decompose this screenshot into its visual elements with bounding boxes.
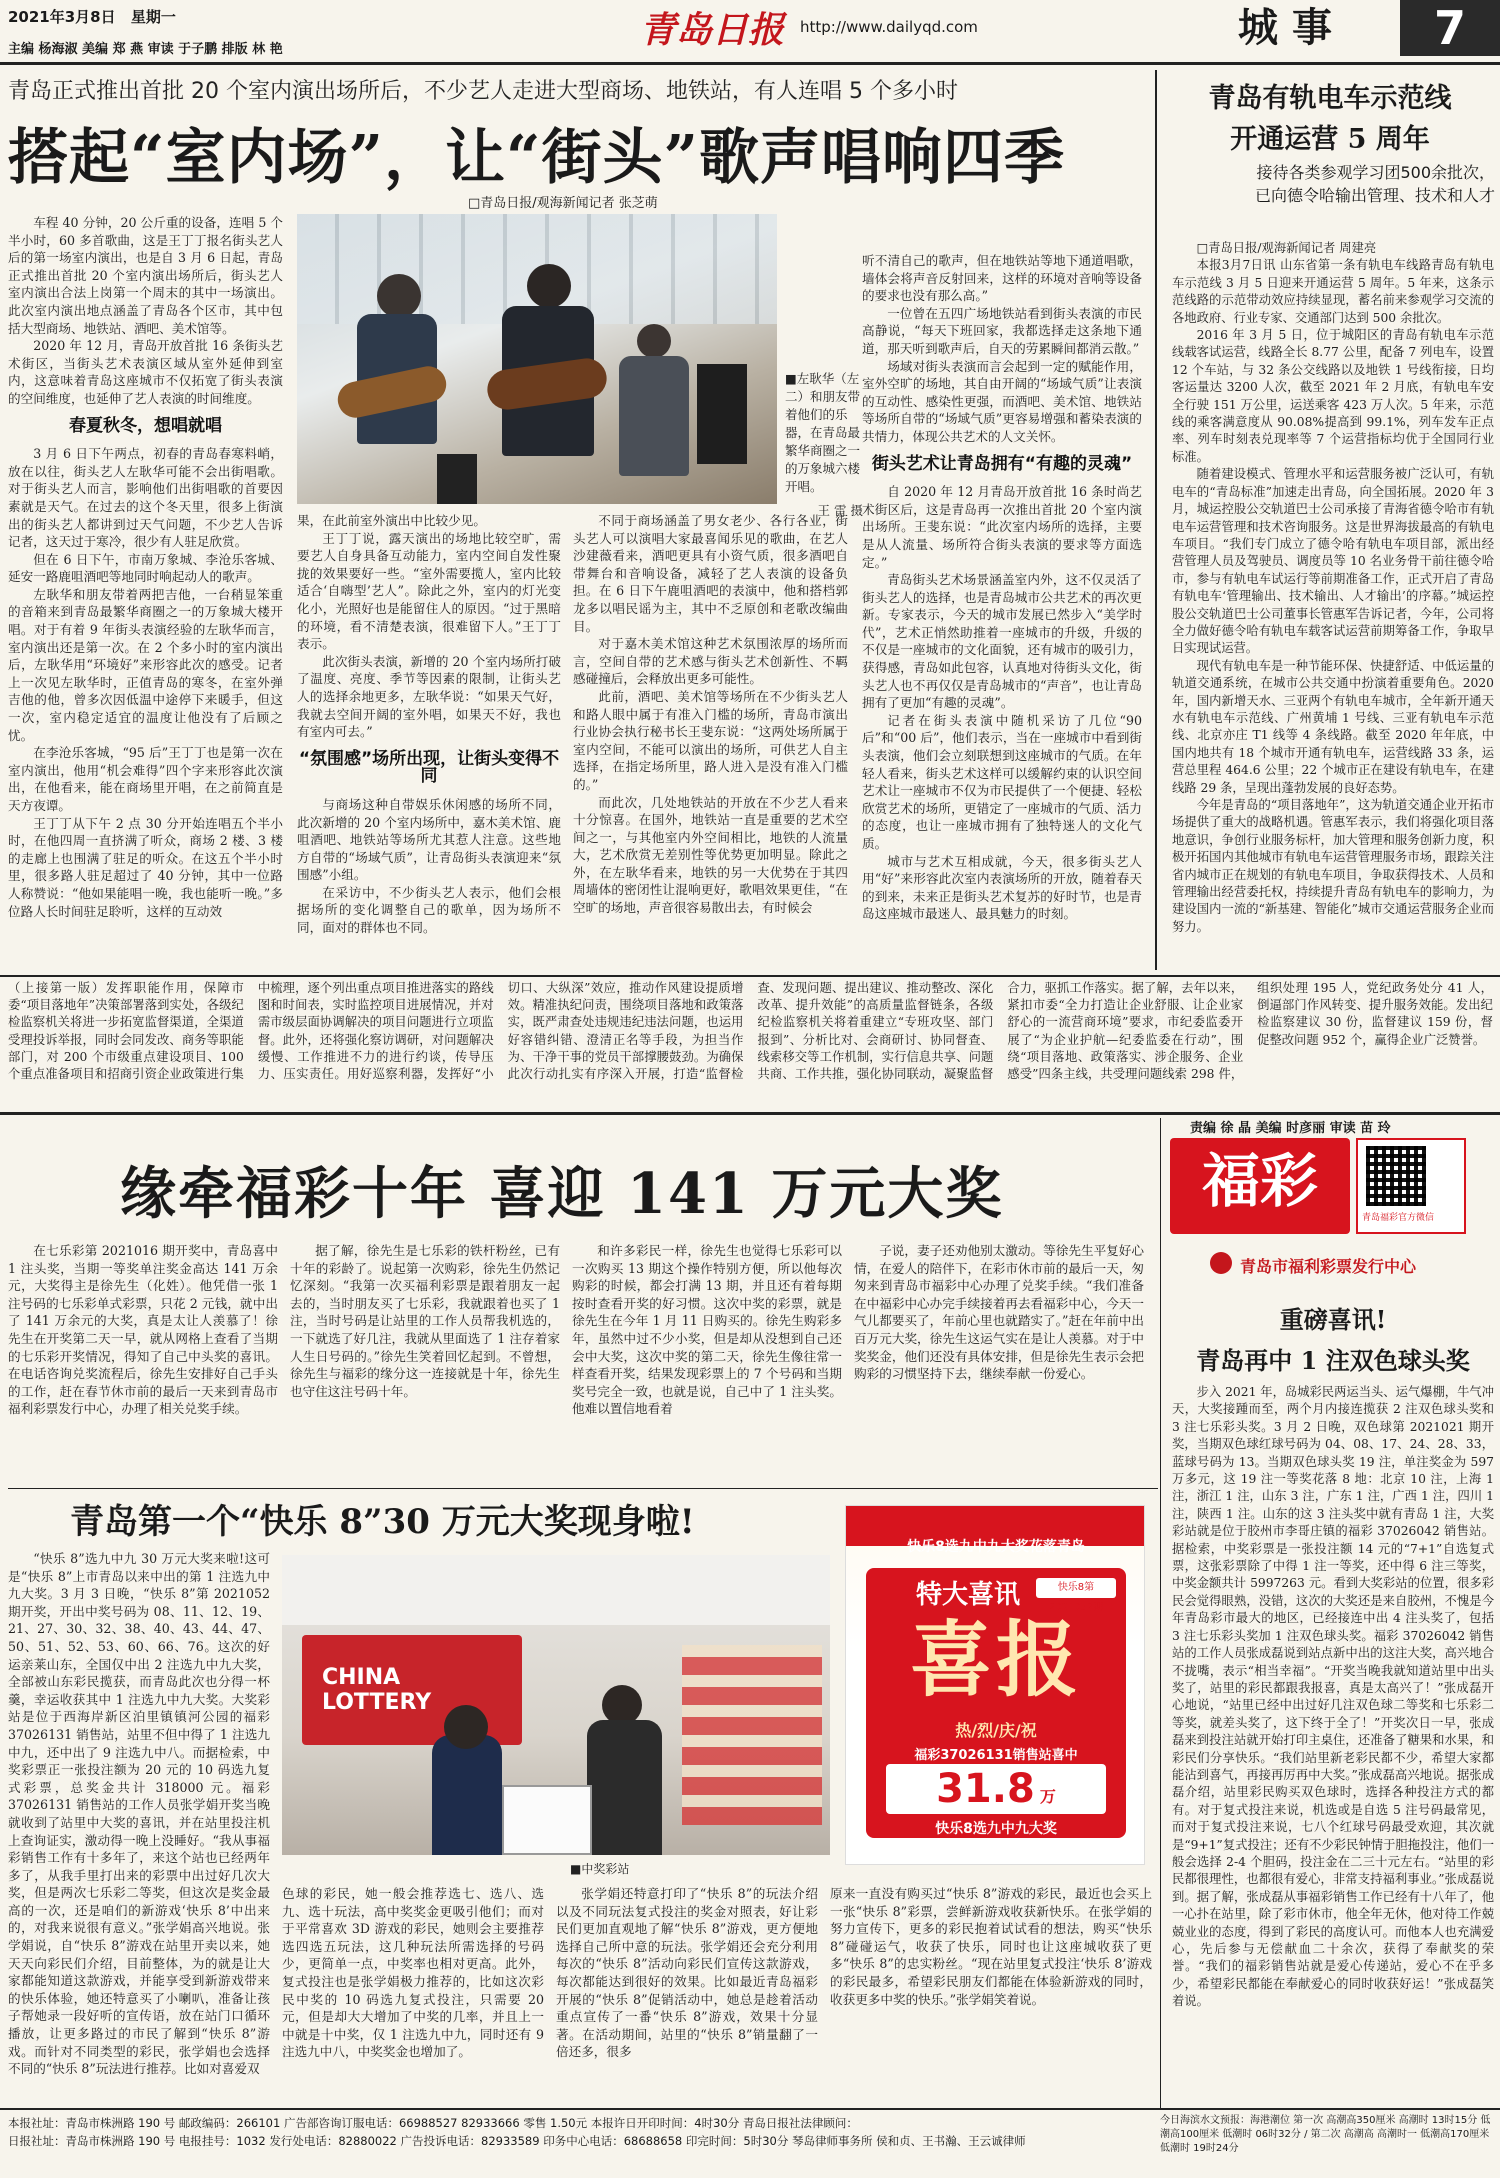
kl8-column-2: 色球的彩民，她一般会推荐选七、选八、选九、选十玩法，高中奖奖金更吸引他们；而对于平常喜欢 3D 游戏的彩民，她则会主要推荐选四选五玩法，这几种玩法所需选择的号码少，更简单一点，中奖率也相对更高。此外，复式投注也是张学娟极力推荐的，比如这次彩民中奖的 10 码选九复式投注，只需要 20 元，但是却大大增加了中奖的几率，并且上一中就是十中奖，仅 1 注选九中九，同时还有 9 注选九中八，中奖奖金也增加了。: [282, 1886, 544, 2060]
website-url[interactable]: http://www.dailyqd.com: [800, 18, 978, 36]
section-rule: [0, 975, 1500, 977]
poster-big-word: 喜报: [909, 1612, 1082, 1708]
issuer-name: 青岛市福利彩票发行中心: [1240, 1257, 1417, 1276]
masthead-rule: [0, 62, 1500, 65]
paragraph: 现代有轨电车是一种节能环保、快捷舒适、中低运量的轨道交通系统，在城市公共交通中扮演着重要角色。2020 年，国内新增天水、三亚两个有轨电车城市，全年新开通天水有轨电车示范线、广州黄埔 1 号线、三亚有轨电车示范线、北京亦庄 T1 线等 4 条线路。截至 2020 年年底，中国内地共有 18 个城市开通有轨电车，运营线路 33 条，运营总里程 464.6 公里；22 个城市正在建设有轨电车，在建线路 29 条，呈现出蓬勃发展的良好态势。: [1172, 658, 1494, 795]
paragraph: 此次街头表演，新增的 20 个室内场所打破了温度、亮度、季节等因素的限制，让街头艺人的选择余地更多，左耿华说：“如果天气好，我就去空间开阔的室外唱，如果天不好，我也有室内可去。”: [297, 653, 561, 740]
paragraph: 青岛街头艺术场景涵盖室内外，这不仅灵活了街头艺人的选择，也是青岛城市公共艺术的再次更新。专家表示，今天的城市发展已然步入“美学时代”，艺术正悄然助推着一座城市的升级，升级的不仅是一座城市的文化面貌，还有城市的吸引力，获得感，青岛如此包容，认真地对待街头文化，街头艺人也不再仅仅是青岛城市的“声音”，也让青岛拥有了更加“有趣的灵魂”。: [862, 572, 1142, 711]
paragraph: 本报3月7日讯 山东省第一条有轨电车线路青岛有轨电车示范线 3 月 5 日迎来开通运营 5 周年。5 年来，这条示范线路的示范带动效应持续显现，蓄名前来参观学习交流的各地政府、行业专家、交通部门达到 500 余批次。: [1172, 258, 1494, 325]
ssq-headline-2: 青岛再中 1 注双色球头奖: [1196, 1346, 1470, 1375]
lead-column-1: [8, 214, 283, 964]
subheading: “氛围感”场所出现，让街头变得不同: [298, 748, 560, 787]
qr-code-icon[interactable]: [1356, 1138, 1466, 1234]
paragraph: 记者在街头表演中随机采访了几位“90 后”和“00 后”，他们表示，当在一座城市中看到街头表演，他们会立刻联想到这座城市的气质。在年轻人看来，街头艺术这样可以缓解约束的认识空间艺术让一座城市不仅为市民提供了一个便捷、轻松欣赏艺术的场所，更错定了一座城市的气质、活力的态度，也让一座城市拥有了独特迷人的文化气质。: [862, 712, 1142, 851]
paragraph: 在采访中，不少街头艺人表示，他们会根据场所的变化调整自己的歌单，因为场所不同，面对的群体也不同。: [297, 884, 561, 936]
paragraph: 王丁丁从下午 2 点 30 分开始连唱五个半小时，在他四周一直挤满了听众，商场 2 楼、3 楼的走廊上也围满了驻足的听众。在这五个半小时里，很多路人驻足超过了 40 分钟，其中一位路人称赞说：“他如果能唱一晚，我也能听一晚。”多位路人长时间驻足聆听，这样的互动效: [8, 815, 283, 919]
paragraph: 车程 40 分钟，20 公斤重的设备，连唱 5 个半小时，60 多首歌曲，这是王丁丁报名街头艺人后的第一场室内演出，也是自 3 月 6 日起，青岛正式推出首批 20 个室内演出场所后，街头艺人室内演出合法上岗第一个周末的其中一场演出。此次室内演出地点涵盖了青岛各个区市，其中包括大型商场、地铁站、酒吧、美术馆等。: [8, 215, 283, 336]
fucai-column-4: 子说，妻子还劝他别太激动。等徐先生平复好心情，在爱人的陪伴下，在彩市休市前的最后一天，匆匆来到青岛市福彩中心办理了兑奖手续。“我们准备在中福彩中心办完手续接着再去看福彩中心，今天一气儿都要买了，年前心里也就踏实了。”赶在年前中出百万元大奖，徐先生这运气实在是让人羡慕。对于中奖奖金，他们还没有具体安排，但是徐先生表示会把购彩的习惯坚持下去，继续奉献一份爱心。: [854, 1243, 1144, 1382]
lead-column-3: [573, 512, 848, 962]
paragraph: 果，在此前室外演出中比较少见。: [297, 513, 486, 528]
section-rule: [8, 1488, 1158, 1489]
weekday: 星期一: [130, 8, 176, 26]
poster-banner: 快乐8选九中九大奖花落青岛: [907, 1539, 1085, 1555]
continued-story: [8, 980, 1493, 1110]
paragraph: 听不清自己的歌声，但在地铁站等地下通道唱歌，墙体会将声音反射回来，这样的环境对音响等设备的要求也没有那么高。”: [862, 253, 1142, 304]
footer-line-2: 日报社址：青岛市株洲路 190 号 电报挂号：1032 发行处电话：82880022 广告投诉电话：82933589 印务中心电话：68688658 印完时间：5时30分 琴岛律师事务所 侯和贞、王书瀚、王云诚律师: [8, 2134, 1026, 2148]
fucai-emblem-icon: [1210, 1252, 1232, 1274]
poster-game-line: 快乐8选九中九大奖: [935, 1821, 1057, 1837]
paragraph: （上接第一版）发挥职能作用，保障市委“项目落地年”决策部署落到实处，各级纪检监察机关将进一步拓宽监督渠道，全渠道受理投诉举报，同时会同发改、商务等职能部门，对 200 个市级重点建设项目、100 个重点准备项目和招商引资企业政策进行集中梳理，逐个列出重点项目推进落实的路线图和时间表，实时监控项目进展情况，并对需市级层面协调解决的项目问题进行立项监督。此外，还将强化察访调研，对问题解决缓慢、工作推进不力的进行约谈，传导压力、压实责任。用好巡察利器，发挥好“小切口、大纵深”效应，推动作风建设提质增效。精准执纪问责，围绕项目落地和政策落实，既严肃查处违规违纪违法问题，也运用好容错纠错、澄清正名等手段，为担当作为、干净干事的党员干部撑腰鼓劲。为确保此次行动扎实有序深入开展，打造“监督检查、发现问题、提出建议、推动整改、深化改革、提升效能”的高质量监督链条，各级纪检监察机关将着重建立“专班攻坚、部门报到”、分析比对、会商研讨、协同督查、线索移交等工作机制，实行信息共享、问题共商、工作共推，强化协同联动，凝聚监督合力，驱抓工作落实。据了解，去年以来，紧扣市委“全力打造让企业舒服、让企业家舒心的一流营商环境”要求，市纪委监委开展了“为企业护航—纪委监委在行动”，围绕“项目落地、政策落实、涉企服务、企业感受”四条主线，共受理问题线索 298 件，组织处理 195 人，党纪政务处分 41 人，倒逼部门作风转变、提升服务效能。发出纪检监察建议 30 份，监督建议 159 份，督促整改问题 952 个，赢得企业广泛赞誉。: [8, 981, 1493, 1082]
street-artists-photo: [297, 214, 777, 504]
kl8-column-4: 原来一直没有购买过“快乐 8”游戏的彩民，最近也会买上一张“快乐 8”彩票，尝鲜新游戏收获新快乐。在张学娟的努力宣传下，更多的彩民抱着试试看的想法，购买“快乐 8”碰碰运气，收获了快乐，同时也让这座城收获了更多“快乐 8”的忠实粉丝。“现在站里复式投注‘快乐 8’游戏的彩民最多，希望彩民朋友们都能在体验新游戏的同时，收获更多中奖的快乐。”张学娟笑着说。: [830, 1886, 1152, 2007]
paragraph: 随着建设模式、管理水平和运营服务被广泛认可，有轨电车的“青岛标准”加速走出青岛，向全国拓展。2020 年 3 月，城运控股公交轨道巴士公司承接了青海省德令哈市有轨电车运营管理和技术咨询服务。这是世界海拔最高的有轨电车项目。“我们专门成立了德令哈有轨电车项目部，派出经营管理人员及驾驶员、调度员等 10 名业务骨干前往德令哈市，参与有轨电车试运行等前期准备工作，正式开启了青岛有轨电车‘管理输出、技术输出、人才输出’的序幕。”城运控股公交轨道巴士公司董事长管惠军告诉记者，今年，公司将全力做好德令哈有轨电车载客试运营前期筹备工作，争取早日实现试运营。: [1172, 467, 1494, 656]
fucai-headline: 缘牵福彩十年 喜迎 141 万元大奖: [120, 1161, 1004, 1227]
photo-credit: 王 雷 摄: [817, 503, 863, 518]
page-number: 7: [1400, 0, 1500, 56]
subheading: 街头艺术让青岛拥有“有趣的灵魂”: [871, 453, 1133, 474]
kl8-headline: 青岛第一个“快乐 8”30 万元大奖现身啦!: [70, 1502, 695, 1542]
tram-deck-2: 已向德令哈输出管理、技术和人才: [1254, 186, 1495, 205]
qr-tagline: 青岛福彩官方微信: [1362, 1213, 1435, 1223]
paragraph: 场域对街头表演而言会起到一定的赋能作用，室外空旷的场地，其自由开阔的“场域气质”让表演的互动性、感染性更强，而酒吧、美术馆、地铁站等场所自带的“场域气质”更容易增强和蓄染表演的共情力，体现公共艺术的人文关怀。: [862, 358, 1142, 444]
subheading: 春夏秋冬，想唱就唱: [69, 415, 222, 436]
paragraph: 左耿华和朋友带着两把吉他，一台稍显笨重的音箱来到青岛最繁华商圈之一的万象城大楼开唱。对于有着 9 年街头表演经验的左耿华而言，室内演出还是第一次。在 2 个多小时的室内演出后，左耿华用“环境好”来形容此次的感受。记者上一次见左耿华时，正值青岛的寒冬，在室外弹吉他的他，曾多次因低温中途停下来暖手，但这一次，室内稳定适宜的温度让他没有了后顾之忧。: [8, 586, 283, 743]
kl8-poster: [845, 1505, 1145, 1865]
kl8-column-1: “快乐 8”选九中九 30 万元大奖来啦!这可是“快乐 8”上市青岛以来中出的第 1 注选九中九大奖。3 月 3 日晚，“快乐 8”第 2021052 期开奖，开出中奖号码为 08、11、12、19、21、27、30、32、38、40、43、44、47、50、51、52、53、60、66、76。这次的好运亲莱山东，全国仅中出 2 注选九中九大奖，全部被山东彩民揽获，而青岛此次也分得一杯羹，幸运收获其中 1 注选九中九大奖。大奖彩站是位于西海岸新区泊里镇镇河公园的福彩 37026131 销售站，站里不但中得了 1 注选九中九，还中出了 9 注选九中八。而据检索，中奖彩票正一张投注额为 20 元的 10 码选九复式彩票，总奖金共计 318000 元。福彩 37026131 销售站的工作人员张学娟开奖当晚就收到了站里中大奖的喜讯，并在站里投注机上查询证实，激动得一晚上没睡好。“我从事福彩销售工作有十多年了，来这个站也已经两年多了，从我手里打出来的彩票中出过好几次大奖，但是两次七乐彩二等奖，但这次是奖金最高的一次，还是咱们的新游戏‘快乐 8’中出来的，对我来说很有意义。”张学娟高兴地说。张学娟说，自“快乐 8”游戏在站里开卖以来，她天天向彩民们介绍，目前整体，为的就是让大家都能知道这款游戏，并能享受到新游戏带来的快乐体验，她还特意买了小喇叭，准备让孩子帮她录一段好听的宣传语，放在站门口循环播放，让更多路过的市民了解到“快乐 8”游戏。而针对不同类型的彩民，张学娟也会选择不同的“快乐 8”玩法进行推荐。比如对喜爱双: [8, 1551, 270, 2077]
paragraph: 对于嘉木美术馆这种艺术氛围浓厚的场所而言，空间自带的艺术感与街头艺术创新性、不羁感碰撞后，会释放出更多可能性。: [573, 636, 848, 687]
paragraph: 在李沧乐客城，“95 后”王丁丁也是第一次在室内演出，他用“机会难得”四个字来形容此次演出，在他看来，能在商场里开唱，在之前简直是天方夜谭。: [8, 745, 283, 813]
footer-rule: [0, 2108, 1500, 2110]
ssq-body: 步入 2021 年，岛城彩民两运当头、运气爆棚，牛气冲天，大奖接踵而至，两个月内接连揽获 2 注双色球头奖和 3 注七乐彩头奖。3 月 2 日晚，双色球第 2021021 期开奖，当期双色球红球号码为 04、08、17、24、28、33，蓝球号码为 13。当期双色球头奖 19 注，单注奖金为 597 万多元，这 19 注一等奖花落 8 地：北京 10 注，上海 1 注，浙江 1 注，山东 3 注，广东 1 注，广西 1 注，四川 1 注，陕西 1 注。山东的这 3 注头奖中就有青岛 1 注，大奖彩站就是位于胶州市李哥庄镇的福彩 37026042 销售站。据检索，中奖彩票是一张投注额 14 元的“7+1”自选复式票，这张彩票除了中得 1 注一等奖，还中得 6 注三等奖，中奖金额共计 5997263 元。看到大奖彩站的位置，很多彩民会觉得眼熟，没错，这次的大奖还是来自胶州，不愧是今年青岛彩市最大的地区，已经接连中出 4 注头奖了，包括 3 注七乐彩头奖加 1 注双色球头奖。福彩 37026042 销售站的工作人员张成磊说到站点新中出的这注大奖，高兴地合不拢嘴，表示“相当幸福”。“开奖当晚我就知道站里中出头奖了，站里的彩民都跟我报喜，真是太高兴了！”张成磊开心地说，“站里已经中出过好几注双色球二等奖和七乐彩二等奖，就差头奖了，这下终于全了！”开奖次日一早，张成磊来到投注站就开始打印主桌住，还准备了糖果和水果，和彩民们分享快乐。“我们站里新老彩民都不少，希望大家都能沾到喜气，再接再厉再中大奖。”张成磊高兴地说。据张成磊介绍，站里彩民购买双色球时，选择各种投注方式的都有。对于复式投注来说，机选或是自选 5 注号码最常见，而对于复式投注来说，七八个红球号码最受欢迎，其次就是“9+1”复式投注；还有不少彩民钟情于胆拖投注，他们一般会选择 2-4 个胆码，投注金在二三十元左右。“站里的彩民都很理性，也都很有爱心，非常支持福利事业。”张成磊说到。据了解，张成磊从事福彩销售工作已经有十八年了，他一心扑在站里，除了彩市休市，他全年无休，他对待工作兢兢业业的态度，得到了彩民的高度认可。而他本人也充满爱心，先后参与无偿献血二十余次，获得了奉献奖的荣誉。“我们的福彩销售站就是爱心传递站，爱心不在乎多少，希望彩民都能在奉献爱心的同时收获好运！”张成磊笑着说。: [1172, 1385, 1494, 2009]
poster-station-line: 福彩37026131销售站喜中: [914, 1748, 1078, 1763]
paragraph: 不同于商场涵盖了男女老少、各行各业，街头艺人可以演唱大家最喜闻乐见的歌曲，在艺人沙建薇看来，酒吧更具有小资气质，很多酒吧自带舞台和音响设备，减轻了艺人表演的设备负担。在 6 日下午鹿咀酒吧的表演中，他和搭档郭龙多以唱民谣为主，其中不乏原创和老歌改编曲目。: [573, 513, 848, 634]
kl8-column-3: 张学娟还特意打印了“快乐 8”的玩法介绍以及不同玩法复式投注的奖金对照表，好让彩民们更加直观地了解“快乐 8”游戏，更方便地选择自己所中意的玩法。张学娟还会充分利用每次的“快乐 8”活动向彩民们宣传这款游戏，每次都能达到很好的效果。比如最近青岛福彩开展的“快乐 8”促销活动中，她总是趁着活动重点宣传了一番“快乐 8”游戏，效果十分显著。在活动期间，站里的“快乐 8”销量翻了一倍还多，很多: [556, 1886, 818, 2060]
ssq-article-title: [1172, 1300, 1494, 1376]
tram-deck-1: 接待各类参观学习团500余批次，: [1256, 163, 1495, 182]
poster-amount-box: [886, 1764, 1106, 1814]
photo-caption: ■左耿华（左二）和朋友带着他们的乐器，在青岛最繁华商圈之一的万象城六楼开唱。 王 雷 摄: [785, 371, 863, 518]
paragraph: 此前，酒吧、美术馆等场所在不少街头艺人和路人眼中属于有准入门槛的场所，青岛市演出行业协会执行秘书长王斐东说：“这两处场所属于室内空间，不能可以演出的场所，可供艺人自主选择，在指定场所里，路人进入是没有准入门槛的。”: [573, 688, 848, 792]
masthead: [0, 0, 1500, 62]
lottery-credits: 责编 徐 晶 美编 时彦丽 审读 苗 玲: [1190, 1121, 1391, 1136]
paragraph: 2020 年 12 月，青岛开放首批 16 条街头艺术街区，当街头艺术表演区域从室外延伸到室内，这意味着青岛这座城市不仅拓宽了街头表演的空间维度，也延伸了艺人表演的时间维度。: [8, 338, 283, 406]
poster-heading: 特大喜讯: [916, 1580, 1021, 1610]
paragraph: 而此次，几处地铁站的开放在不少艺人看来十分惊喜。在国外，地铁站一直是重要的艺术空间之一，与其他室内外空间相比，地铁的人流量大，艺术欣赏无差别性等优势更加明显。除此之外，在左耿华看来，地铁的另一大优势在于其四周墙体的密闭性让混响更好，歌唱效果更佳，“在空旷的场地，声音很容易散出去，有时候会: [573, 794, 848, 916]
editors-line: 主编 杨海淑 美编 郑 燕 审读 于子鹏 排版 林 艳: [8, 42, 283, 57]
tram-headline-2: 开通运营 5 周年: [1230, 124, 1430, 155]
tram-body: [1172, 240, 1494, 970]
paragraph: 3 月 6 日下午两点，初春的青岛春寒料峭，放在以往，街头艺人左耿华可能不会出街唱歌。对于街头艺人而言，影响他们出街唱歌的首要因素就是天气。在过去的这个冬天里，很多上街演出的街头艺人都讲到过天气问题，不少艺人告诉记者，这天过于寒冷，很少有人驻足欣赏。: [8, 446, 283, 550]
fucai-column-2: 据了解，徐先生是七乐彩的铁杆粉丝，已有十年的彩龄了。说起第一次购彩，徐先生仍然记忆深刻。“我第一次买福利彩票是跟着朋友一起去的，当时朋友买了七乐彩，我就跟着也买了 1 注，当时号码是让站里的工作人员帮我机选的，一下就选了好几注，我就从里面选了 1 注存着家人生日号码的。”徐先生笑着回忆起到。不曾想，徐先生与福彩的缘分这一连接就是十年，徐先生也守住这注号码十年。: [290, 1243, 560, 1399]
fucai-column-3: 和许多彩民一样，徐先生也觉得七乐彩可以一次购买 13 期这个操作特别方便，所以他每次购彩的时候，都会打满 13 期，并且还有着每期按时查看开奖的好习惯。这次中奖的彩票，就是徐先生在今年 1 月 11 日购买的。徐先生购彩多年，虽然中过不少小奖，但是却从没想到自己还会中大奖，这次中奖的第二天，徐先生像往常一样查看开奖，结果发现彩票上的 7 个号码和当期奖号完全一致，也就是说，自己中了 1 注头奖。他难以置信地看着: [572, 1243, 842, 1417]
newspaper-logo: 青岛日报: [640, 9, 785, 51]
poster-celebrate: 热/烈/庆/祝: [955, 1721, 1037, 1740]
kl8-photo-caption: ■中奖彩站: [570, 1862, 630, 1876]
paragraph: 城市与艺术互相成就，今天，很多街头艺人用“好”来形容此次室内表演场所的开放，随着春天的到来，未来正是街头艺术复苏的好时节，也是青岛这座城市最迷人、最具魅力的时刻。: [862, 853, 1142, 922]
paragraph: 自 2020 年 12 月青岛开放首批 16 条时尚艺术街区后，这是青岛再一次推出首批 20 个室内演出场所。王斐东说：“此次室内场所的选择，主要是从人流量、场所符合街头表演的要求等方面选定。”: [862, 484, 1142, 570]
footer: [8, 2114, 1148, 2150]
paragraph: 一位曾在五四广场地铁站看到街头表演的市民高静说，“每天下班回家，我都选择走这条地下通道，那天听到歌声后，自天的劳累瞬间都消云散。”: [862, 305, 1142, 356]
fucai-column-1: 在七乐彩第 2021016 期开奖中，青岛喜中 1 注头奖，当期一等奖单注奖金高达 141 万余元，大奖得主是徐先生（化姓）。他凭借一张 1 注号码的七乐彩单式彩票，只花 2 元钱，就中出了 141 万余元的大奖，真是太让人羡慕了！徐先生在开奖第二天一早，就从网格上查看了当期的七乐彩开奖情况，得知了自己中头奖的喜讯。在电话咨询兑奖流程后，徐先生安排好自己手头的工作，赶在春节休市前的最后一天来到青岛市福利彩票发行中心，办理了相关兑奖手续。: [8, 1243, 278, 1417]
tram-article: [1165, 76, 1495, 206]
footer-line-1: 本报社址：青岛市株洲路 190 号 邮政编码：266101 广告部咨询订服电话：66988527 82933666 零售 1.50元 本报许日开印时间：4时30分 青岛日报社法律顾问：: [8, 2116, 858, 2130]
poster-unit: 万: [1039, 1787, 1056, 1806]
paragraph: 王丁丁说，露天演出的场地比较空旷，需要艺人自身具备互动能力，室内空间自发性聚拢的效果要好一些。“室外需要揽人，室内比较适合‘自嗨型’艺人”。除此之外，室内的灯光变化小，光照好也是能留住人的原因。“过于黑暗的环境，看不清楚表演，很难留下人。”王丁丁表示。: [297, 530, 561, 652]
date: 2021年3月8日: [8, 8, 116, 26]
byline: □青岛日报/观海新闻记者 周建亮: [1196, 241, 1377, 255]
fucai-logo: 福彩: [1170, 1138, 1350, 1234]
paragraph: 但在 6 日下午，市南万象城、李沧乐客城、延安一路鹿咀酒吧等地同时响起动人的歌声。: [8, 551, 283, 585]
section-title: 城 事: [1238, 4, 1332, 51]
poster-amount: 31.8: [936, 1766, 1035, 1812]
paragraph: 与商场这种自带娱乐休闲感的场所不同，此次新增的 20 个室内场所中，嘉木美术馆、鹿咀酒吧、地铁站等场所尤其惹人注意。这些地方自带的“场域气质”，让青岛街头表演迎来“氛围感”小组。: [297, 796, 561, 883]
lead-kicker: 青岛正式推出首批 20 个室内演出场所后，不少艺人走进大型商场、地铁站，有人连唱 5 个多小时: [8, 79, 958, 104]
lead-byline: □青岛日报/观海新闻记者 张芝萌: [468, 196, 658, 211]
poster-issue-tag: 快乐8第2021052期: [1036, 1578, 1116, 1598]
paragraph: 今年是青岛的“项目落地年”，这为轨道交通企业开拓市场提供了重大的战略机遇。管惠军表示，我们将强化项目落地意识，争创行业服务标杆，加大管理和服务创新力度，积极开拓国内其他城市有轨电车运营管理服务市场，跟踪关注省内城市正在规划的有轨电车项目，争取获得技术、人员和管理输出经营委托权，持续提升青岛有轨电车的影响力，为建设国内一流的“新基建、智能化”城市交通运营服务企业而努力。: [1172, 798, 1494, 934]
tide-forecast: 今日海滨水文预报：海港潮位 第一次 高潮高350厘米 高潮时 13时15分 低潮高100厘米 低潮时 06时32分 / 第二次 高潮高 高潮时一 低潮高170厘米 低潮时 19时24分: [1160, 2115, 1491, 2154]
column-divider: [1160, 1118, 1161, 2108]
paragraph: 2016 年 3 月 5 日，位于城阳区的青岛有轨电车示范线载客试运营，线路全长 8.77 公里，配备 7 列电车，设置 12 个车站，与 32 条公交线路以及地铁 1 号线衔接，日均客运量达 3200 人次，截至 2021 年 2 月底，有轨电车安全行驶 151 万公里，运送乘客 423 万人次。5 年来，示范线的乘客满意度从 90.08%提高到 99.1%，列车发车正点率、列车时刻表兑现率等 7 个运营指标均优于全国同行业标准。: [1172, 328, 1494, 464]
lead-column-4: [862, 252, 1142, 964]
tram-headline-1: 青岛有轨电车示范线: [1208, 83, 1452, 114]
lottery-station-photo: CHINA LOTTERY: [282, 1555, 830, 1855]
section-rule: [0, 1112, 1500, 1115]
ssq-headline-1: 重磅喜讯!: [1279, 1305, 1387, 1334]
lead-headline: 搭起“室内场”，让“街头”歌声唱响四季: [8, 123, 1066, 193]
column-divider: [1155, 70, 1157, 970]
lead-column-2: [297, 512, 561, 962]
